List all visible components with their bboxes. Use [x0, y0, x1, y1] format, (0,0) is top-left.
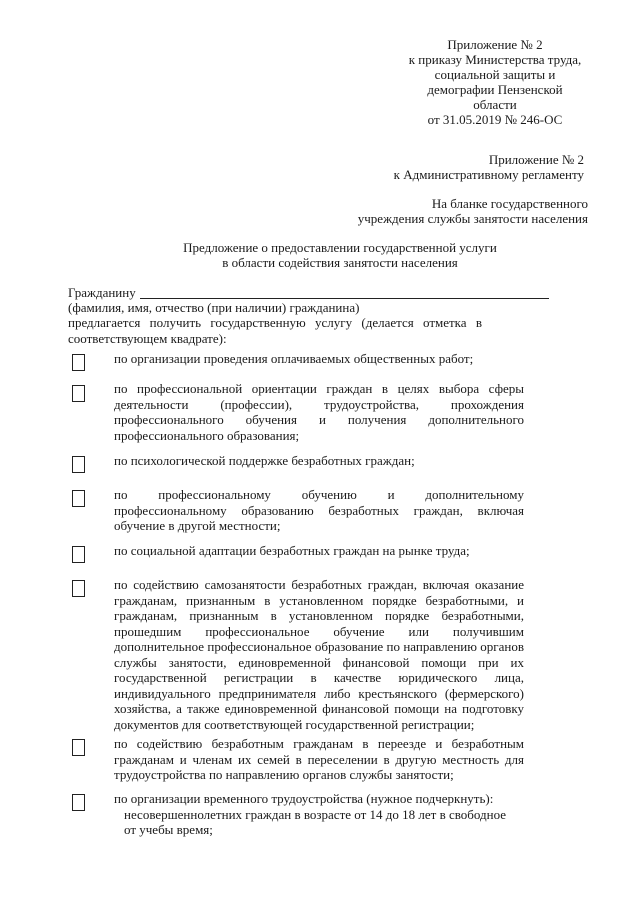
option-line: государственной регистрации в качестве юридического лица,: [114, 670, 524, 685]
option-line: документов для соответствующей государственной регистрации;: [114, 716, 475, 732]
citizen-name-field[interactable]: [140, 298, 549, 299]
annex-order-block: [405, 37, 585, 127]
option-line: деятельности (профессии), трудоустройства, прохождения: [114, 396, 524, 412]
citizen-hint: (фамилия, имя, отчество (при наличии) гражданина): [68, 300, 360, 315]
sub-item-line: несовершеннолетних граждан в возрасте от 14 до 18 лет в свободное: [124, 807, 507, 822]
option-line: по социальной адаптации безработных граждан на рынке труда;: [114, 543, 470, 558]
option-line: обучение в другой местности;: [114, 518, 281, 533]
annex-regulation-line: Приложение № 2: [488, 152, 584, 167]
option-checkbox-social-adaptation[interactable]: [72, 546, 85, 563]
annex-regulation-block: [394, 152, 584, 182]
option-line: по организации проведения оплачиваемых общественных работ;: [114, 351, 474, 366]
title-line: Предложение о предоставлении государственной услуги: [183, 240, 497, 255]
intro-line: предлагается получить государственную услугу (делается отметка в: [68, 315, 482, 330]
option-text-vocational-training: [114, 487, 524, 534]
option-line: гражданам, признанным в установленном порядке безработными, и: [114, 592, 524, 608]
annex-order-line: от 31.05.2019 № 246-ОС: [427, 112, 563, 127]
annex-order-line: демографии Пензенской: [427, 82, 563, 97]
option-text-self-employment: [114, 577, 524, 732]
option-checkbox-public-works[interactable]: [72, 354, 85, 371]
option-text-psychological-support: [114, 453, 524, 469]
annex-regulation-line: к Административному регламенту: [393, 167, 584, 182]
option-line: по профессиональной ориентации граждан в целях выбора сферы: [114, 381, 524, 396]
option-line: дополнительное профессиональное образование по направлению органов: [114, 639, 524, 654]
option-text-social-adaptation: [114, 543, 524, 559]
option-checkbox-self-employment[interactable]: [72, 580, 85, 597]
intro-text: [68, 315, 482, 346]
annex-order-line: к приказу Министерства труда,: [408, 52, 582, 67]
letterhead-block: [358, 196, 588, 226]
letterhead-line: учреждения службы занятости населения: [357, 211, 588, 226]
option-checkbox-relocation[interactable]: [72, 739, 85, 756]
option-line: профессионального обучения и получения дополнительного: [114, 412, 524, 427]
option-line: по профессиональному обучению и дополнительному: [114, 487, 524, 502]
document-title: [120, 240, 560, 270]
option-line: хозяйства, а также единовременной финансовой помощи на подготовку: [114, 701, 524, 716]
option-line: гражданам, признанным в установленном порядке безработными,: [114, 608, 524, 623]
letterhead-line: На бланке государственного: [431, 196, 588, 211]
annex-order-line: социальной защиты и: [434, 67, 556, 82]
option-line: трудоустройства по направлению органов службы занятости;: [114, 767, 454, 782]
option-checkbox-career-guidance[interactable]: [72, 385, 85, 402]
option-line: по организации временного трудоустройства (нужное подчеркнуть):: [114, 791, 494, 806]
option-line: по содействию самозанятости безработных граждан, включая оказание: [114, 577, 524, 592]
option-line: гражданам и членам их семей в переселении в другую местность для: [114, 751, 524, 767]
temp-employment-minors: [124, 807, 524, 837]
option-text-relocation: [114, 736, 524, 783]
option-text-career-guidance: [114, 381, 524, 443]
sub-item-line: от учебы время;: [124, 822, 213, 837]
citizen-label: Гражданину: [68, 285, 136, 300]
annex-order-line: Приложение № 2: [447, 37, 543, 52]
option-line: службы занятости, единовременной финансовой помощи при их: [114, 654, 524, 670]
annex-order-line: области: [473, 97, 517, 112]
option-text-temporary-employment: [114, 791, 524, 807]
option-checkbox-vocational-training[interactable]: [72, 490, 85, 507]
option-line: по психологической поддержке безработных граждан;: [114, 453, 415, 468]
option-text-public-works: [114, 351, 524, 367]
option-checkbox-psychological-support[interactable]: [72, 456, 85, 473]
option-line: по содействию безработным гражданам в переезде и безработным: [114, 736, 524, 751]
intro-line: соответствующем квадрате):: [68, 330, 227, 346]
title-line: в области содействия занятости населения: [222, 255, 458, 270]
option-line: профессионального образования;: [114, 427, 300, 443]
option-line: индивидуального предпринимателя либо крестьянского (фермерского): [114, 685, 524, 701]
option-checkbox-temporary-employment[interactable]: [72, 794, 85, 811]
option-line: прошедшим профессиональное обучение или получившим: [114, 623, 524, 639]
option-line: профессиональному образованию безработных граждан, включая: [114, 502, 524, 518]
